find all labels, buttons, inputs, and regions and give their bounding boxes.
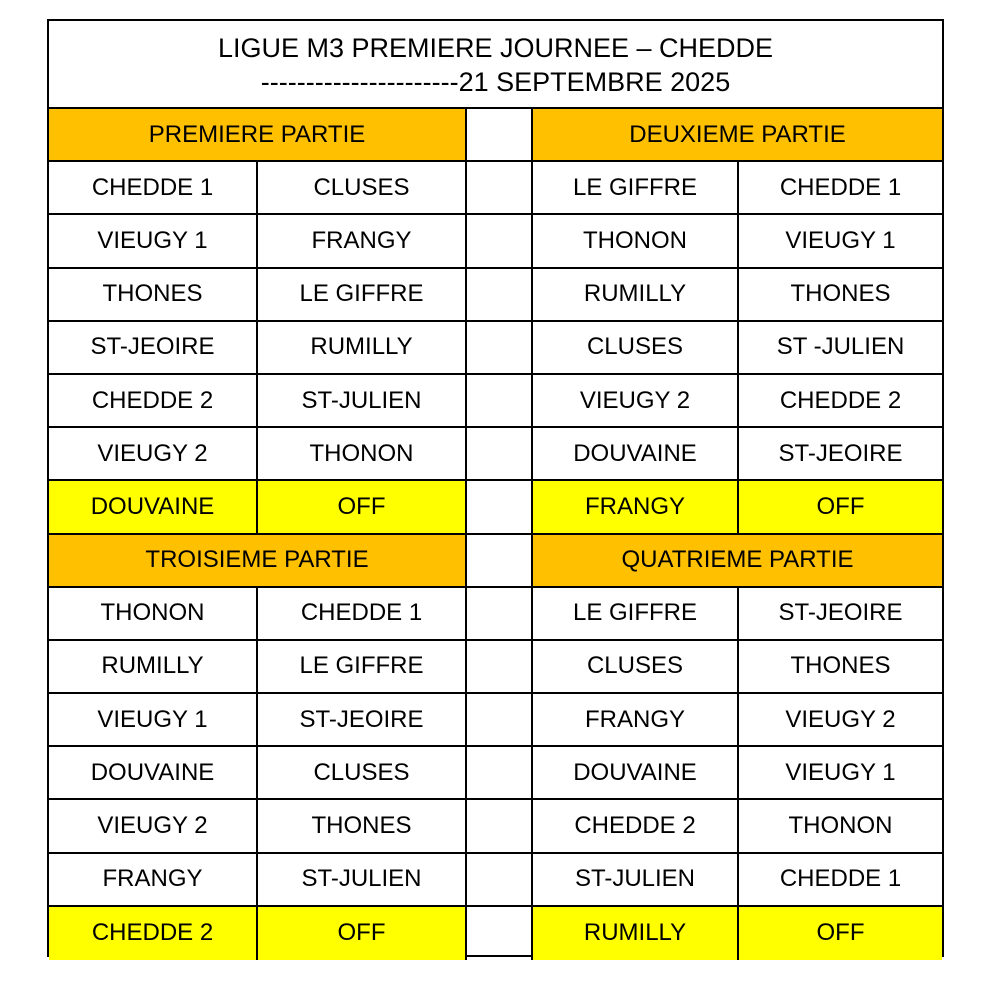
spacer-cell bbox=[467, 322, 533, 373]
team-cell: VIEUGY 2 bbox=[533, 375, 739, 426]
team-cell: VIEUGY 1 bbox=[785, 226, 896, 254]
team-cell: CHEDDE 1 bbox=[779, 173, 902, 201]
team-cell: THONON bbox=[533, 215, 739, 266]
schedule-grid bbox=[49, 109, 942, 960]
off-label: OFF bbox=[739, 481, 942, 532]
team-cell: CHEDDE 1 bbox=[49, 162, 258, 213]
section-title: QUATRIEME PARTIE bbox=[533, 535, 942, 586]
match-row bbox=[49, 694, 942, 747]
spacer-cell bbox=[467, 375, 533, 426]
team-cell: VIEUGY 2 bbox=[49, 428, 258, 479]
match-row bbox=[49, 215, 942, 268]
team-cell: RUMILLY bbox=[49, 641, 258, 692]
team-cell: DOUVAINE bbox=[49, 747, 258, 798]
team-cell: VIEUGY 1 bbox=[49, 694, 258, 745]
bye-team-cell: FRANGY bbox=[533, 481, 739, 532]
team-cell: FRANGY bbox=[49, 854, 258, 905]
team-cell: CLUSES bbox=[258, 162, 467, 213]
team-cell: VIEUGY 2 bbox=[49, 800, 258, 851]
spacer-cell bbox=[467, 747, 533, 798]
team-cell: THONES bbox=[790, 652, 891, 680]
team-cell: ST-JULIEN bbox=[258, 375, 467, 426]
team-cell: VIEUGY 1 bbox=[785, 758, 896, 786]
team-cell: DOUVAINE bbox=[533, 428, 739, 479]
team-cell: CLUSES bbox=[258, 747, 467, 798]
team-cell: THONON bbox=[49, 588, 258, 639]
schedule-title bbox=[49, 21, 942, 109]
match-row bbox=[49, 162, 942, 215]
title-line-2: ----------------------21 SEPTEMBRE 2025 bbox=[260, 67, 731, 97]
team-cell: THONON bbox=[258, 428, 467, 479]
match-row bbox=[49, 269, 942, 322]
spacer-cell bbox=[467, 800, 533, 851]
team-cell: LE GIFFRE bbox=[258, 269, 467, 320]
title-line-1: LIGUE M3 PREMIERE JOURNEE – CHEDDE bbox=[217, 33, 774, 63]
match-row bbox=[49, 428, 942, 481]
team-cell: DOUVAINE bbox=[533, 747, 739, 798]
off-label: OFF bbox=[739, 907, 942, 960]
team-cell: ST-JEOIRE bbox=[258, 694, 467, 745]
team-cell: RUMILLY bbox=[258, 322, 467, 373]
spacer-cell bbox=[467, 694, 533, 745]
team-cell: ST-JEOIRE bbox=[49, 322, 258, 373]
spacer-cell bbox=[467, 109, 533, 160]
section-header-row bbox=[49, 109, 942, 162]
spacer-cell bbox=[467, 269, 533, 320]
team-cell: VIEUGY 1 bbox=[49, 215, 258, 266]
match-row bbox=[49, 322, 942, 375]
team-cell: LE GIFFRE bbox=[533, 162, 739, 213]
section-title: DEUXIEME PARTIE bbox=[533, 109, 942, 160]
team-cell: FRANGY bbox=[258, 215, 467, 266]
team-cell: CHEDDE 1 bbox=[258, 588, 467, 639]
team-cell: LE GIFFRE bbox=[533, 588, 739, 639]
team-cell: CLUSES bbox=[533, 322, 739, 373]
team-cell: CHEDDE 2 bbox=[533, 800, 739, 851]
spacer-cell bbox=[467, 535, 533, 586]
bye-team-cell: DOUVAINE bbox=[49, 481, 258, 532]
team-cell: CHEDDE 2 bbox=[779, 386, 902, 414]
team-cell: THONES bbox=[49, 269, 258, 320]
section-header-row bbox=[49, 535, 942, 588]
schedule-sheet bbox=[47, 19, 944, 957]
match-row bbox=[49, 375, 942, 428]
spacer-cell bbox=[467, 428, 533, 479]
match-row bbox=[49, 747, 942, 800]
spacer-cell bbox=[467, 907, 533, 960]
team-cell: ST-JULIEN bbox=[258, 854, 467, 905]
spacer-cell bbox=[467, 162, 533, 213]
spacer-cell bbox=[467, 641, 533, 692]
team-cell: FRANGY bbox=[533, 694, 739, 745]
team-cell: VIEUGY 2 bbox=[785, 705, 896, 733]
team-cell: ST-JEOIRE bbox=[778, 439, 903, 467]
bye-team-cell: RUMILLY bbox=[533, 907, 739, 960]
off-label: OFF bbox=[258, 907, 467, 960]
team-cell: CHEDDE 2 bbox=[49, 375, 258, 426]
section-title: PREMIERE PARTIE bbox=[49, 109, 467, 160]
team-cell: ST-JEOIRE bbox=[778, 599, 903, 627]
team-cell: CLUSES bbox=[533, 641, 739, 692]
match-row bbox=[49, 641, 942, 694]
off-row bbox=[49, 481, 942, 534]
match-row bbox=[49, 588, 942, 641]
off-label: OFF bbox=[258, 481, 467, 532]
spacer-cell bbox=[467, 588, 533, 639]
team-cell: ST -JULIEN bbox=[776, 333, 905, 361]
match-row bbox=[49, 854, 942, 907]
team-cell: ST-JULIEN bbox=[533, 854, 739, 905]
section-title: TROISIEME PARTIE bbox=[49, 535, 467, 586]
spacer-cell bbox=[467, 854, 533, 905]
team-cell: THONES bbox=[258, 800, 467, 851]
off-row bbox=[49, 907, 942, 960]
team-cell: RUMILLY bbox=[533, 269, 739, 320]
bye-team-cell: CHEDDE 2 bbox=[49, 907, 258, 960]
spacer-cell bbox=[467, 215, 533, 266]
team-cell: CHEDDE 1 bbox=[779, 865, 902, 893]
team-cell: THONON bbox=[788, 812, 893, 840]
team-cell: LE GIFFRE bbox=[258, 641, 467, 692]
match-row bbox=[49, 800, 942, 853]
spacer-cell bbox=[467, 481, 533, 532]
team-cell: THONES bbox=[790, 280, 891, 308]
